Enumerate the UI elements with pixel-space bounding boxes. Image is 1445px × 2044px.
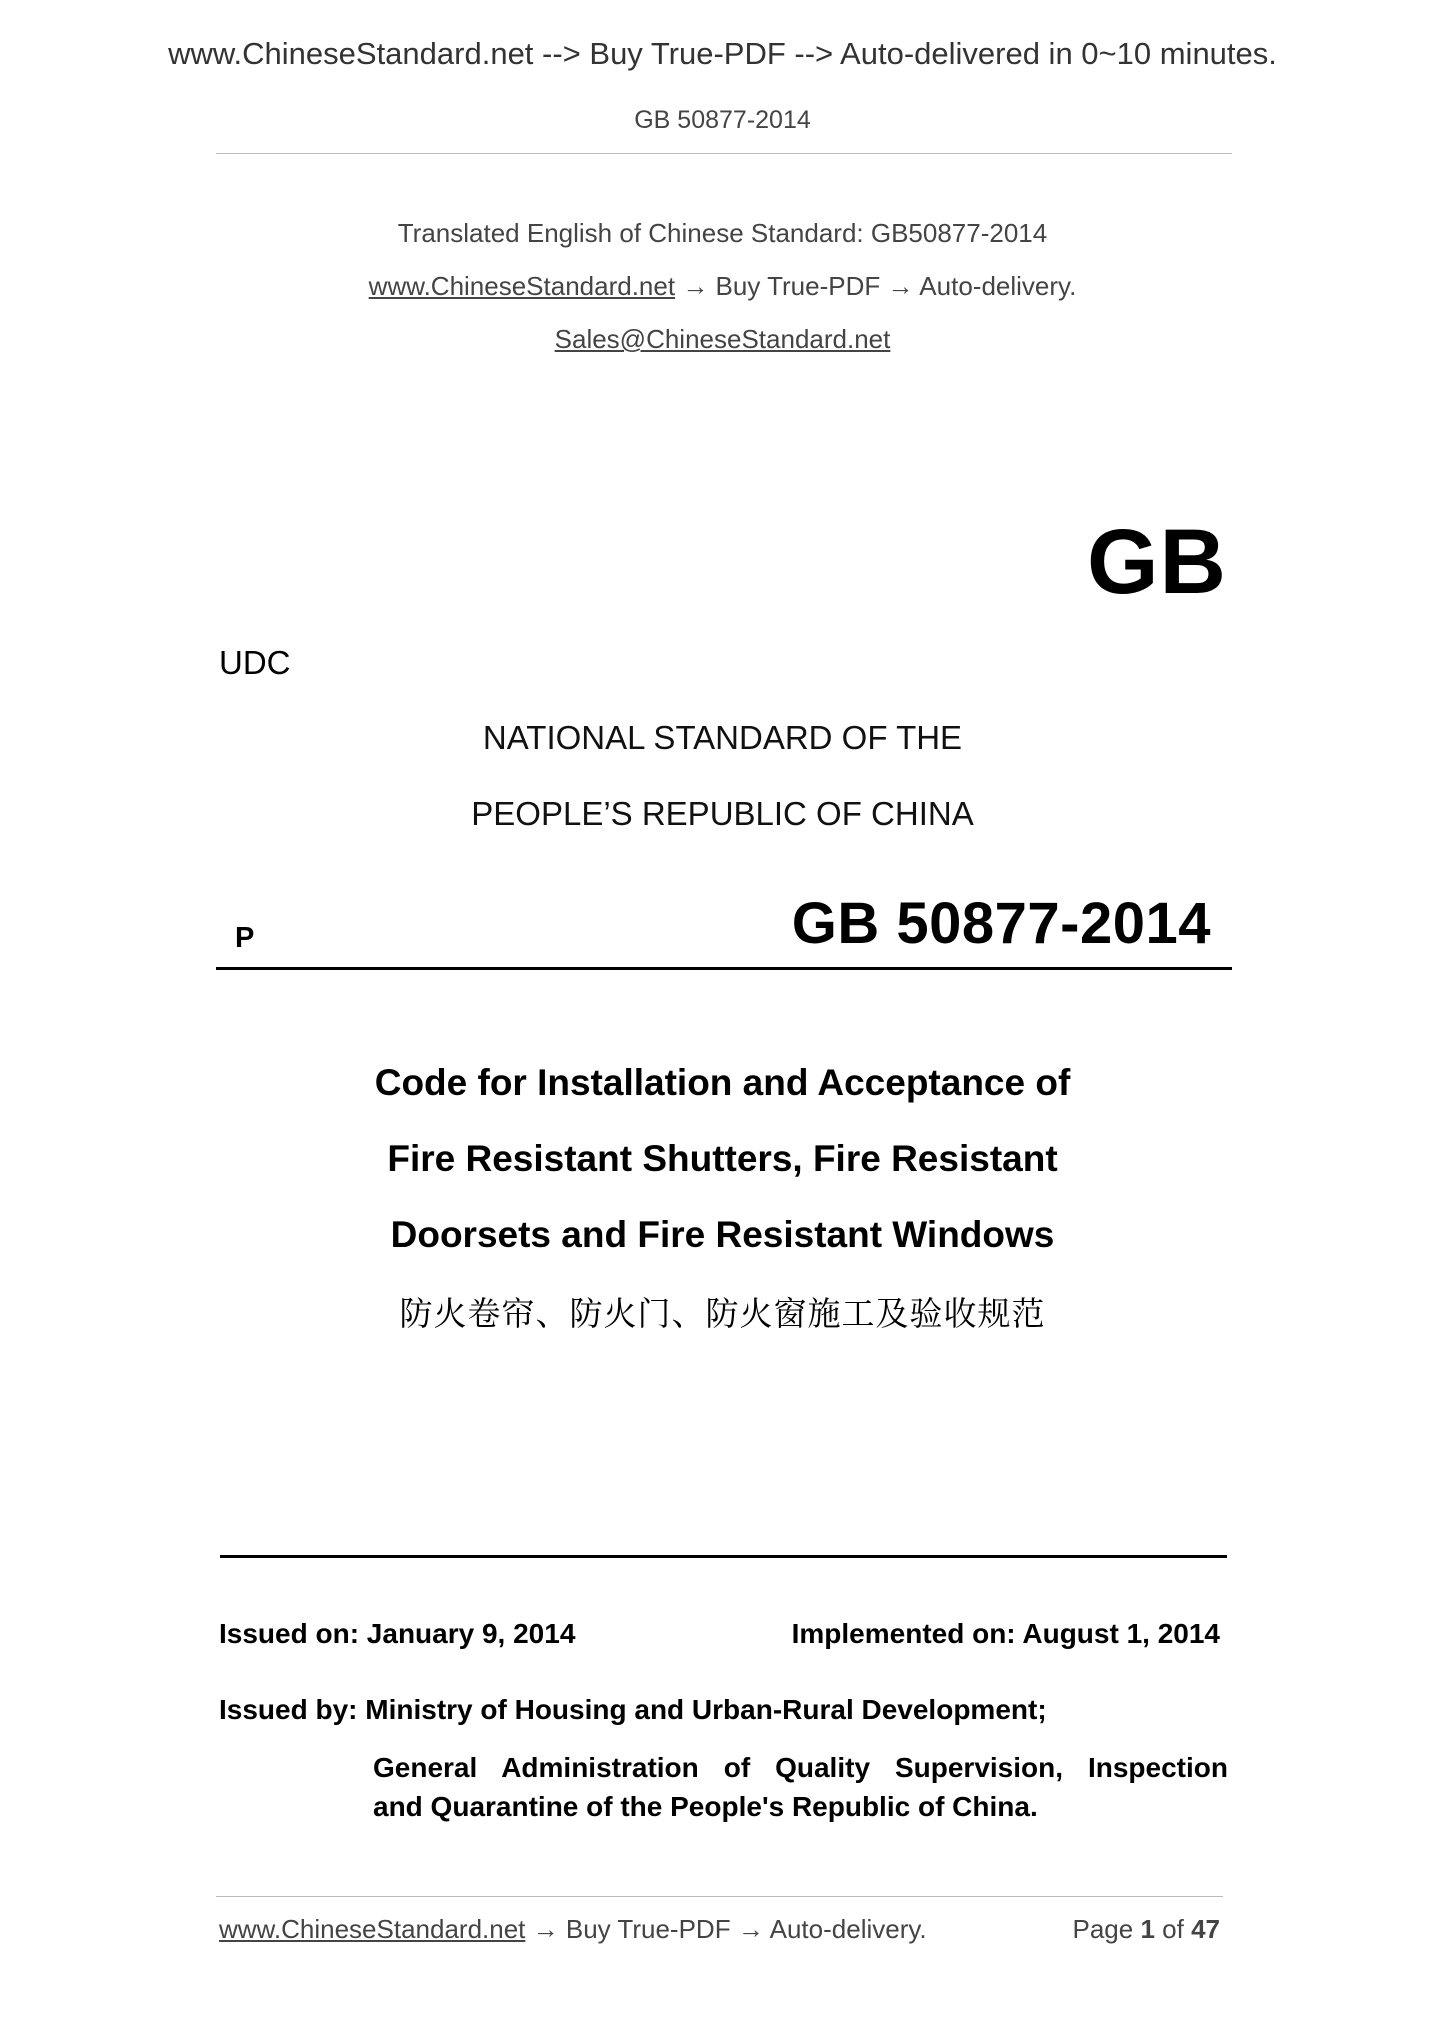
footer-site-link[interactable]: www.ChineseStandard.net (219, 1914, 526, 1944)
page-label: Page (1072, 1914, 1134, 1944)
gb-logo: GB (1087, 511, 1227, 613)
email-line (0, 324, 1445, 355)
header-standard-code: GB 50877-2014 (634, 106, 811, 134)
udc-label: UDC (219, 644, 291, 681)
issued-by: Issued by: Ministry of Housing and Urban-Rural Development; (219, 1694, 1047, 1725)
chinese-title: 防火卷帘、防火门、防火窗施工及验收规范 (399, 1294, 1046, 1333)
issued-on: Issued on: January 9, 2014 (219, 1618, 576, 1649)
header-divider (216, 153, 1232, 154)
title-line3: Doorsets and Fire Resistant Windows (390, 1214, 1055, 1255)
issuer-second (373, 1748, 1228, 1826)
footer-buy-text: Buy True-PDF (565, 1914, 731, 1944)
site-link[interactable]: www.ChineseStandard.net (368, 271, 676, 301)
email-link[interactable]: Sales@ChineseStandard.net (554, 324, 891, 354)
title-line2: Fire Resistant Shutters, Fire Resistant (387, 1138, 1058, 1179)
translated-line: Translated English of Chinese Standard: GB50877-2014 (397, 218, 1048, 248)
top-banner: www.ChineseStandard.net --> Buy True-PDF --> Auto-delivered in 0~10 minutes. (168, 36, 1277, 71)
page-total: 47 (1191, 1914, 1220, 1944)
page-indicator (1072, 1914, 1220, 1945)
issue-divider (220, 1555, 1227, 1558)
intro-delivery-line (0, 271, 1445, 302)
issuer-second-line2: and Quarantine of the People's Republic of China. (373, 1791, 1038, 1822)
footer-delivery-text: Auto-delivery. (769, 1914, 927, 1944)
footer-delivery-line (219, 1914, 927, 1945)
of-label: of (1162, 1914, 1184, 1944)
title-line1: Code for Installation and Acceptance of (374, 1062, 1071, 1103)
national-standard-line1: NATIONAL STANDARD OF THE (482, 719, 963, 756)
code-divider (216, 967, 1232, 970)
arrow-right-icon: → (887, 271, 914, 301)
arrow-right-icon: → (532, 1914, 559, 1944)
delivery-text: Auto-delivery. (919, 271, 1077, 301)
implemented-on: Implemented on: August 1, 2014 (791, 1618, 1220, 1649)
footer-divider (216, 1896, 1223, 1897)
standard-code: GB 50877-2014 (791, 891, 1211, 956)
page-number: 1 (1140, 1914, 1155, 1944)
arrow-right-icon: → (682, 271, 709, 301)
issuer-second-line1: General Administration of Quality Supervision, Inspection (373, 1752, 1228, 1783)
category-label: P (235, 922, 255, 954)
buy-text: Buy True-PDF (715, 271, 881, 301)
national-standard-line2: PEOPLE’S REPUBLIC OF CHINA (471, 795, 974, 832)
arrow-right-icon: → (737, 1914, 764, 1944)
